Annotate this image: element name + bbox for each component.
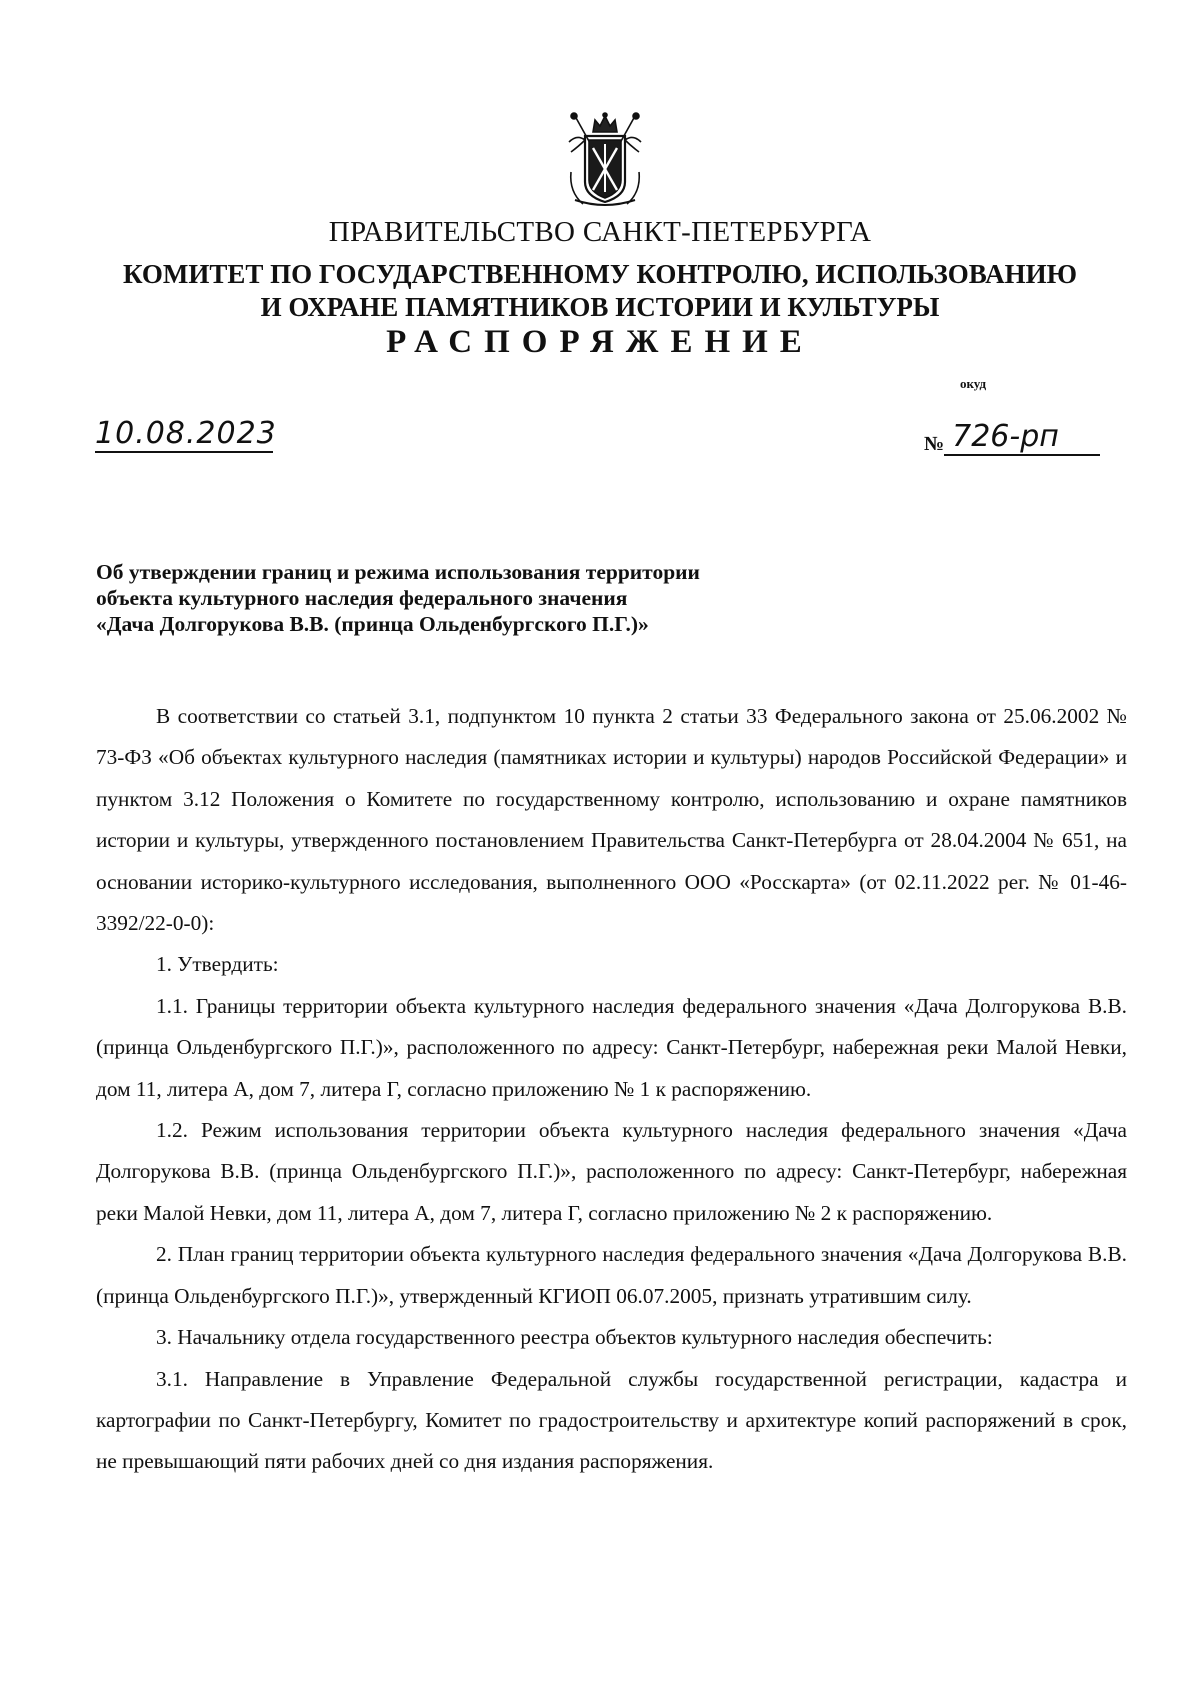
paragraph-item-1-2: 1.2. Режим использования территории объекта культурного наследия федерального значения «Дача Долгорукова В.В. (принца Ольденбургского П.Г.)», расположенного по адресу: Санкт-Петербург, набережная реки Малой Невки, дом 11, литера А, дом 7, литера Г, согласно приложению № 2 к распоряжению.	[96, 1118, 1127, 1225]
title-line-1: Об утверждении границ и режима использования территории	[96, 560, 700, 584]
coat-of-arms-emblem	[565, 112, 645, 210]
document-number: 726-рп	[944, 420, 1100, 456]
okud-label: окуд	[960, 376, 987, 391]
document-body	[96, 696, 1127, 1483]
committee-line-2: И ОХРАНЕ ПАМЯТНИКОВ ИСТОРИИ И КУЛЬТУРЫ	[260, 292, 940, 322]
paragraph-item-1-1: 1.1. Границы территории объекта культурного наследия федерального значения «Дача Долгорукова В.В. (принца Ольденбургского П.Г.)», расположенного по адресу: Санкт-Петербург, набережная реки Малой Невки, дом 11, литера А, дом 7, литера Г, согласно приложению № 1 к распоряжению.	[96, 993, 1127, 1101]
document-type: РАСПОРЯЖЕНИЕ	[386, 324, 814, 360]
document-date: 10.08.2023	[95, 416, 277, 451]
title-line-2: объекта культурного наследия федерального значения	[96, 586, 628, 610]
committee-line-1: КОМИТЕТ ПО ГОСУДАРСТВЕННОМУ КОНТРОЛЮ, ИСПОЛЬЗОВАНИЮ	[123, 259, 1077, 289]
document-title	[96, 559, 700, 637]
title-line-3: «Дача Долгорукова В.В. (принца Ольденбургского П.Г.)»	[96, 612, 649, 636]
paragraph-item-1: 1. Утвердить:	[156, 952, 279, 977]
paragraph-item-3-1: 3.1. Направление в Управление Федеральной службы государственной регистрации, кадастра и картографии по Санкт-Петербургу, Комитет по градостроительству и архитектуре копий распоряжений в срок, не превышающий пяти рабочих дней со дня издания распоряжения.	[96, 1366, 1127, 1474]
committee-name	[0, 258, 1200, 324]
paragraph-preamble: В соответствии со статьей 3.1, подпунктом 10 пункта 2 статьи 33 Федерального закона от 25.06.2002 № 73-ФЗ «Об объектах культурного наследия (памятниках истории и культуры) народов Российской Федерации» и пунктом 3.12 Положения о Комитете по государственному контролю, использованию и охране памятников истории и культуры, утвержденного постановлением Правительства Санкт-Петербурга от 28.04.2004 № 651, на основании историко-культурного исследования, выполненного ООО «Росскарта» (от 02.11.2022 рег. № 01-46-3392/22-0-0):	[96, 704, 1127, 936]
paragraph-item-3: 3. Начальнику отдела государственного реестра объектов культурного наследия обеспечить:	[156, 1325, 993, 1350]
government-name: ПРАВИТЕЛЬСТВО САНКТ-ПЕТЕРБУРГА	[328, 216, 872, 248]
document-number-field	[924, 420, 1107, 456]
paragraph-item-2: 2. План границ территории объекта культурного наследия федерального значения «Дача Долгорукова В.В. (принца Ольденбургского П.Г.)», утвержденный КГИОП 06.07.2005, признать утратившим силу.	[96, 1242, 1127, 1308]
number-sign: №	[924, 433, 945, 455]
